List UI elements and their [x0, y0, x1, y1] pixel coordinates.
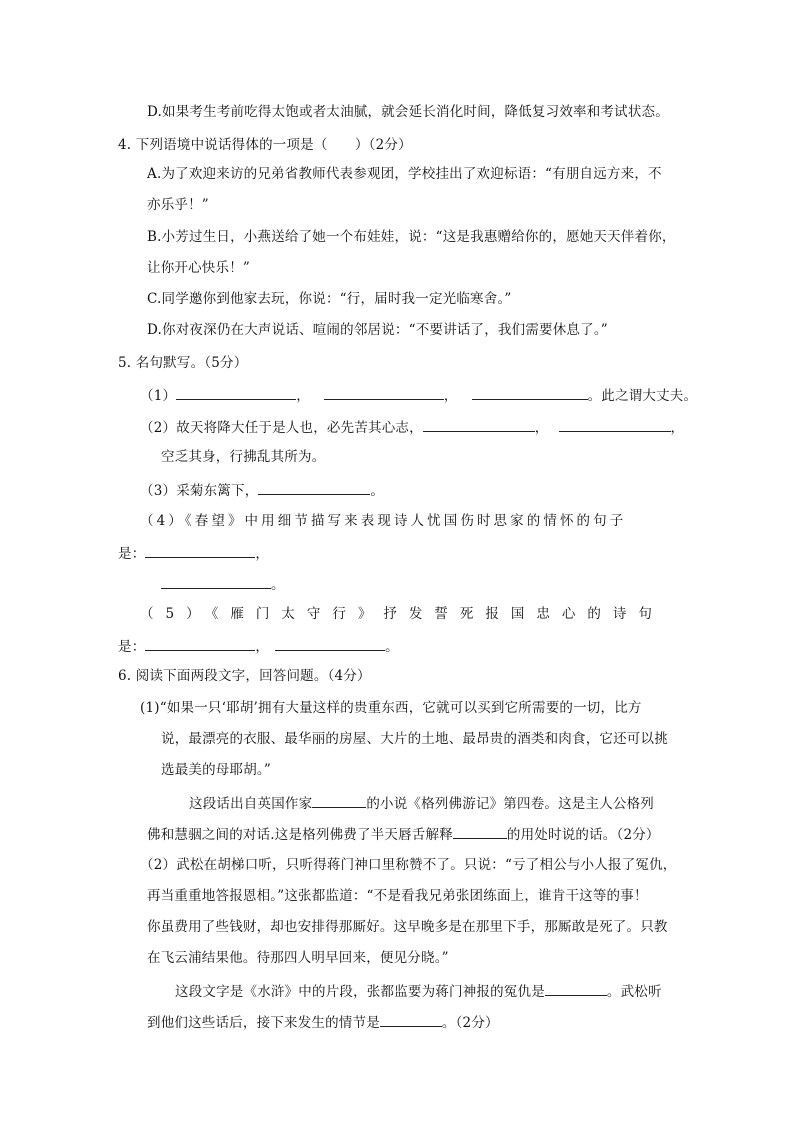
q6-question-1-cont	[147, 824, 660, 844]
q5-s4-end: 。	[271, 577, 285, 593]
q6-q2-text: 这段文字是《水浒》中的片段，张都监要为蒋门神报的冤仇是	[175, 984, 545, 1000]
answer-blank[interactable]	[275, 636, 385, 651]
q5-sentence-5-answer	[118, 636, 399, 656]
q5-sentence-2	[140, 417, 684, 437]
q5-sentence-4-answer	[118, 543, 269, 563]
q6-q2-text: 。武松听	[606, 984, 662, 1000]
answer-blank[interactable]	[423, 417, 535, 432]
q5-s2-text: （2）故天将降大任于是人也，必先苦其心志，	[140, 420, 423, 436]
q4-stem: 4. 下列语境中说话得体的一项是（ ）（2分）	[118, 137, 412, 153]
q5-s1-label: （1）	[140, 388, 177, 404]
q5-sentence-2-cont: 空乏其身，行拂乱其所为。	[161, 449, 326, 465]
answer-blank[interactable]	[161, 574, 271, 589]
q5-sentence-5: （5）《雁门太守行》抒发誓死报国忠心的诗句	[140, 606, 664, 622]
q5-sentence-4-answer-2	[161, 574, 285, 594]
answer-blank[interactable]	[559, 417, 671, 432]
q6-q2-text: 。（2分）	[441, 1015, 499, 1031]
q5-s5-end: 。	[385, 639, 399, 655]
q5-sentence-3	[140, 480, 384, 500]
q3-option-d: D.如果考生考前吃得太饱或者太油腻，就会延长消化时间，降低复习效率和考试状态。	[147, 104, 669, 120]
q5-sentence-4: （4）《春望》中用细节描写来表现诗人忧国伤时思家的情怀的句子	[140, 513, 627, 529]
answer-blank[interactable]	[545, 981, 607, 996]
q6-q1-text: 这段话出自英国作家	[189, 796, 313, 812]
q6-question-1	[189, 793, 654, 813]
q5-stem: 5. 名句默写。（5分）	[118, 355, 248, 371]
answer-blank[interactable]	[145, 543, 255, 558]
q6-passage-2-cont: 在飞云浦结果他。待那四人明早回来，便见分晓。”	[147, 950, 449, 966]
answer-blank[interactable]	[176, 385, 296, 400]
q5-s4-sep: ，	[255, 546, 270, 562]
q6-question-2-cont	[147, 1012, 499, 1032]
q6-passage-1-cont: 选最美的母耶胡。”	[161, 762, 271, 778]
q5-s3-end: 。	[370, 483, 385, 499]
q6-passage-1: (1)“如果一只‘耶胡’拥有大量这样的贵重东西，它就可以买到它所需要的一切，比方	[140, 700, 642, 716]
q5-s2-sep: ，	[534, 420, 549, 436]
q5-s1-sep: ，	[296, 388, 310, 404]
answer-blank[interactable]	[145, 636, 255, 651]
q5-sentence-1	[140, 385, 697, 405]
q4-option-d: D.你对夜深仍在大声说话、喧闹的邻居说：“不要讲话了，我们需要休息了。”	[147, 322, 608, 338]
q4-option-a-cont: 亦乐乎！”	[147, 197, 209, 213]
q5-s5-label: 是：	[118, 639, 146, 655]
q4-option-b: B.小芳过生日，小燕送给了她一个布娃娃，说：“这是我惠赠给你的，愿她天天伴着你，	[147, 229, 676, 245]
q4-option-b-cont: 让你开心快乐！”	[147, 260, 251, 276]
q5-s3-text: （3）采菊东篱下，	[140, 483, 259, 499]
q6-passage-2-cont: 你虽费用了些钱财，却也安排得那厮好。这早晚多是在那里下手，那厮敢是死了。只教	[147, 919, 668, 935]
q4-option-c: C.同学邀你到他家去玩，你说：“行，届时我一定光临寒舍。”	[147, 291, 512, 307]
q5-s1-tail: 。此之谓大丈夫。	[587, 388, 698, 404]
q4-option-a: A.为了欢迎来访的兄弟省教师代表参观团，学校挂出了欢迎标语：“有朋自远方来，不	[147, 166, 662, 182]
q6-q2-text: 到他们这些话后，接下来发生的情节是	[147, 1015, 380, 1031]
q6-q1-text: 的小说《格列佛游记》第四卷。这是主人公格列	[366, 796, 655, 812]
q5-s1-sep: ，	[443, 388, 458, 404]
q5-s5-sep: ，	[255, 639, 270, 655]
q6-passage-2-cont: 再当重重地答报恩相。”这张都监道：“不是看我兄弟张团练面上，谁肯干这等的事！	[147, 888, 648, 904]
q5-s4-label: 是：	[118, 546, 146, 562]
answer-blank[interactable]	[258, 480, 370, 495]
answer-blank[interactable]	[312, 793, 366, 808]
answer-blank[interactable]	[380, 1012, 442, 1027]
q5-s2-end: ，	[670, 420, 685, 436]
q6-q1-text: 的用处时说的话。（2分）	[506, 827, 660, 843]
q6-passage-2: （2）武松在胡梯口听，只听得蒋门神口里称赞不了。只说：“亏了相公与小人报了冤仇，	[140, 857, 677, 873]
q6-q1-text: 佛和慧骃之间的对话.这是格列佛费了半天唇舌解释	[147, 827, 453, 843]
answer-blank[interactable]	[324, 385, 444, 400]
q6-stem: 6. 阅读下面两段文字，回答问题。（4分）	[118, 668, 371, 684]
answer-blank[interactable]	[453, 824, 507, 839]
q6-passage-1-cont: 说，最漂亮的衣服、最华丽的房屋、大片的土地、最昂贵的酒类和肉食，它还可以挑	[161, 731, 668, 747]
answer-blank[interactable]	[472, 385, 588, 400]
q6-question-2	[175, 981, 662, 1001]
